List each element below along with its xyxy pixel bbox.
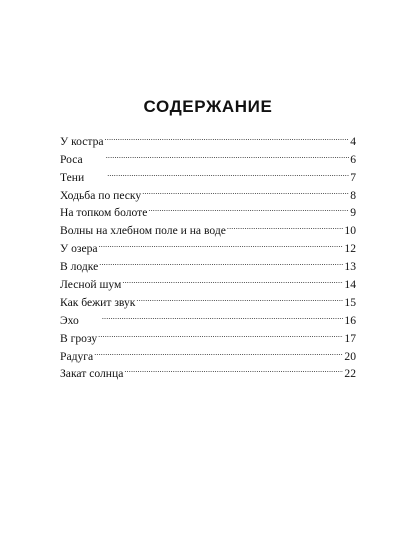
- toc-entry-page: 8: [350, 188, 356, 202]
- toc-entry: [60, 181, 356, 202]
- toc-entry: [60, 306, 356, 327]
- toc-entry-page: 20: [344, 349, 356, 363]
- dot-leader: [105, 127, 350, 145]
- dot-leader: [142, 181, 349, 199]
- toc-entry-page: 10: [344, 224, 356, 238]
- toc-entry-title: Тени: [60, 170, 85, 184]
- toc-entry-title: Роса: [60, 152, 83, 166]
- dot-leader: [99, 252, 343, 270]
- toc-entry: [60, 145, 356, 166]
- toc-entry: [60, 234, 356, 256]
- toc-entry-page: 4: [350, 134, 356, 148]
- toc-entry-title: Ходьба по песку: [60, 188, 142, 202]
- dot-leader: [94, 342, 343, 360]
- toc-entry-title: У озера: [60, 242, 98, 256]
- toc-entry-page: 9: [350, 206, 356, 220]
- dot-leader: [98, 324, 343, 342]
- dot-leader: [84, 145, 350, 163]
- toc-entry-title: В грозу: [60, 331, 98, 345]
- toc-entry-title: Волны на хлебном поле и на воде: [60, 224, 226, 238]
- dot-leader: [148, 199, 349, 217]
- toc-entry-page: 13: [344, 260, 356, 274]
- toc-entry-title: Лесной шум: [60, 278, 122, 292]
- toc-entry-title: На топком болоте: [60, 206, 148, 220]
- toc-entry-page: 7: [350, 170, 356, 184]
- toc-entry-title: Эхо: [60, 313, 79, 327]
- toc-entry-page: 14: [344, 278, 356, 292]
- toc-entry-page: 15: [344, 295, 356, 309]
- toc-entry: [60, 127, 356, 148]
- toc-entry: [60, 342, 356, 363]
- toc-entry: [60, 163, 356, 184]
- toc-entry: [60, 252, 356, 274]
- dot-leader: [122, 270, 343, 288]
- dot-leader: [124, 360, 343, 378]
- toc-entry-title: Закат солнца: [60, 367, 124, 381]
- toc-entry-title: Радуга: [60, 349, 94, 363]
- toc-entry-page: 17: [344, 331, 356, 345]
- dot-leader: [136, 288, 343, 306]
- dot-leader: [80, 306, 344, 324]
- toc-entry-title: Как бежит звук: [60, 295, 136, 309]
- toc-entry: [60, 324, 356, 345]
- dot-leader: [85, 163, 349, 181]
- toc-title: СОДЕРЖАНИЕ: [143, 97, 273, 116]
- toc-entry-title: У костра: [60, 134, 104, 148]
- toc-entry-page: 16: [344, 313, 356, 327]
- toc-entry-page: 22: [344, 367, 356, 381]
- dot-leader: [227, 216, 344, 234]
- toc-entry: [60, 360, 356, 381]
- toc-entry-title: В лодке: [60, 260, 99, 274]
- toc-entry-page: 6: [350, 152, 356, 166]
- toc-entry-page: 12: [344, 242, 356, 256]
- toc-entry: [60, 270, 356, 292]
- dot-leader: [99, 234, 344, 252]
- table-of-contents: [60, 127, 356, 381]
